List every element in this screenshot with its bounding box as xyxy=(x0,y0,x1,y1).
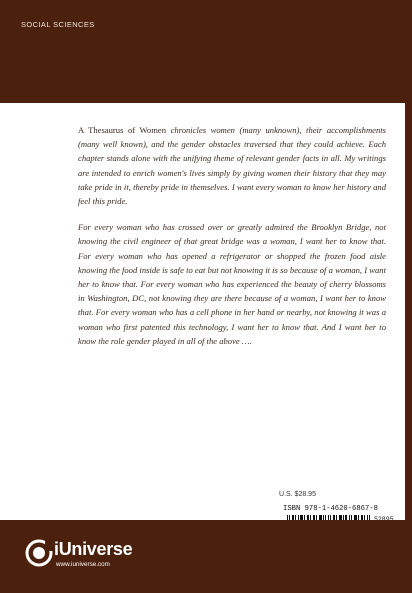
description-paragraph-1 xyxy=(78,123,386,208)
iuniverse-logo-icon xyxy=(25,539,53,567)
description-paragraph-1-rest: chronicles women (many unknown), their accomplishments (many well known), and the gender obstacles traversed that they could achieve. Each chapter stands alone with the unifying theme of relevant gender facts in all. My writings are intended to enrich women's lives simply by giving women their history that they may take pride in it, thereby pride in themselves. I want every woman to know her history and feel this pride. xyxy=(78,125,387,207)
price-label: U.S. $28.95 xyxy=(279,491,316,498)
description-text xyxy=(78,123,386,348)
category-label: SOCIAL SCIENCES xyxy=(21,20,95,29)
publisher-name: iUniverse xyxy=(54,539,133,559)
description-paragraph-2: For every woman who has crossed over or greatly admired the Brooklyn Bridge, not knowing the civil engineer of that great bridge was a woman, I want her to know that. For every woman who has opened a refrigerator or shopped the frozen food aisle knowing the food inside is safe to eat but not knowing it is so because of a woman, I want her to know that. For every woman who has experienced the beauty of cherry blossoms in Washington, DC, not knowing they are there because of a woman, I want her to know that. For every woman who has a cell phone in her hand or nearby, not knowing it was a woman who first patented this technology, I want her to know that. And I want her to know the role gender played in all of the above …. xyxy=(78,222,386,346)
isbn-text: ISBN 978-1-4620-6867-8 xyxy=(283,505,378,513)
right-edge-rule xyxy=(405,103,412,520)
book-title: A Thesaurus of Women xyxy=(78,125,167,135)
top-band xyxy=(0,0,412,103)
publisher-url: www.iuniverse.com xyxy=(56,561,110,568)
